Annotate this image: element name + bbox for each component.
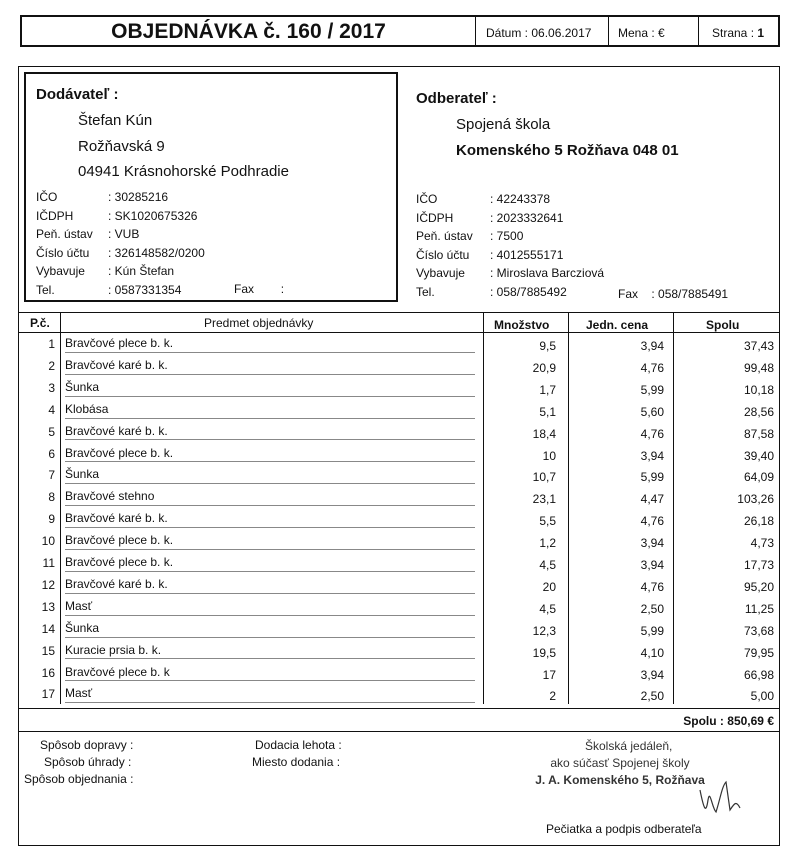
date-label: Dátum : (486, 26, 529, 40)
header-qty: Množstvo (494, 318, 550, 332)
item-underline (65, 461, 475, 462)
signature-caption: Pečiatka a podpis odberateľa (546, 822, 702, 836)
row-item: Šunka (65, 379, 100, 394)
field-label: Vybavuje (416, 266, 465, 280)
stamp-line-1: Školská jedáleň, (585, 739, 673, 753)
field-label: Peň. ústav (36, 227, 93, 241)
row-quantity: 18,4 (532, 426, 556, 441)
delivery-term-label: Dodacia lehota : (255, 738, 342, 752)
row-quantity: 17 (542, 667, 556, 682)
table-row (18, 529, 780, 551)
row-unit-price: 4,47 (640, 492, 664, 507)
row-item: Šunka (65, 467, 100, 482)
row-unit-price: 2,50 (640, 689, 664, 704)
row-total: 10,18 (743, 382, 774, 397)
item-underline (65, 396, 475, 397)
supplier-city: 04941 Krásnohorské Podhradie (78, 163, 289, 180)
supplier-heading: Dodávateľ : (36, 86, 119, 103)
item-underline (65, 374, 475, 375)
item-underline (65, 637, 475, 638)
row-item: Bravčové stehno (65, 489, 155, 504)
field-value: : 2023332641 (490, 210, 564, 225)
table-row (18, 354, 780, 376)
row-number: 13 (41, 599, 55, 614)
row-unit-price: 2,50 (640, 601, 664, 616)
row-number: 12 (41, 577, 55, 592)
row-unit-price: 3,94 (640, 536, 664, 551)
row-quantity: 5,1 (539, 404, 556, 419)
field-label: IČO (36, 190, 58, 204)
row-quantity: 5,5 (539, 514, 556, 529)
row-quantity: 20 (542, 579, 556, 594)
item-underline (65, 571, 475, 572)
table-row (18, 639, 780, 661)
customer-fax-value: : 058/7885491 (651, 287, 729, 301)
row-number: 2 (48, 358, 55, 373)
item-underline (65, 549, 475, 550)
row-total: 37,43 (743, 339, 774, 353)
row-total: 11,25 (744, 601, 774, 616)
table-row (18, 661, 780, 683)
row-item: Bravčové plece b. k. (65, 336, 174, 350)
row-unit-price: 3,94 (640, 339, 664, 353)
item-underline (65, 615, 475, 616)
table-row (18, 573, 780, 595)
row-total: 26,18 (743, 514, 774, 529)
row-total: 73,68 (743, 623, 774, 638)
row-number: 14 (41, 621, 55, 636)
row-item: Bravčové plece b. k. (65, 555, 174, 569)
page-label: Strana : (712, 26, 755, 40)
signature (690, 770, 750, 820)
row-quantity: 10,7 (532, 470, 556, 485)
document-title: OBJEDNÁVKA č. 160 / 2017 (111, 20, 386, 43)
row-item: Bravčové plece b. k. (65, 445, 174, 460)
row-number: 8 (48, 490, 55, 505)
item-underline (65, 658, 475, 659)
table-row (18, 442, 780, 464)
field-value: : VUB (108, 227, 140, 241)
field-label: Vybavuje (36, 264, 85, 278)
items-table (18, 312, 780, 706)
field-value: : 0587331354 (108, 282, 182, 297)
page-field (712, 26, 764, 40)
row-unit-price: 5,99 (640, 382, 664, 397)
row-unit-price: 3,94 (640, 667, 664, 682)
field-value: : 30285216 (108, 190, 169, 204)
row-unit-price: 4,76 (640, 514, 664, 529)
supplier-box (24, 72, 398, 302)
row-number: 9 (48, 512, 55, 527)
row-number: 17 (41, 687, 55, 702)
row-number: 11 (42, 556, 55, 570)
row-number: 15 (41, 643, 55, 658)
row-total: 79,95 (743, 645, 774, 660)
header-total: Spolu (706, 318, 740, 332)
item-underline (65, 505, 475, 506)
date-field (486, 26, 591, 40)
field-value: : 058/7885492 (490, 284, 567, 299)
row-item: Bravčové plece b. k (65, 664, 170, 679)
stamp-line-2: ako súčasť Spojenej školy (550, 756, 690, 770)
item-underline (65, 680, 475, 681)
row-total: 95,20 (743, 579, 774, 594)
table-row (18, 682, 780, 704)
row-item: Bravčové karé b. k. (65, 576, 168, 591)
row-number: 6 (48, 446, 55, 461)
field-value: : 4012555171 (490, 247, 564, 262)
row-total: 17,73 (743, 558, 774, 572)
row-number: 16 (41, 665, 55, 680)
row-number: 5 (48, 424, 55, 439)
row-number: 4 (48, 402, 55, 417)
field-label: Číslo účtu (36, 245, 90, 260)
supplier-fax (234, 282, 284, 296)
header-bar (20, 15, 780, 47)
transport-label: Spôsob dopravy : (40, 738, 134, 752)
supplier-fax-label: Fax (234, 282, 255, 296)
table-row (18, 376, 780, 398)
customer-name: Spojená škola (456, 116, 551, 133)
item-underline (65, 702, 475, 703)
delivery-place-label: Miesto dodania : (252, 755, 341, 769)
field-value: : 7500 (490, 229, 524, 243)
row-unit-price: 4,10 (640, 645, 664, 660)
table-row (18, 507, 780, 529)
row-quantity: 23,1 (532, 492, 556, 507)
header-item: Predmet objednávky (204, 316, 314, 330)
row-item: Masť (65, 686, 93, 701)
row-quantity: 9,5 (539, 339, 556, 353)
row-item: Bravčové karé b. k. (65, 423, 168, 438)
row-quantity: 1,7 (539, 382, 556, 397)
table-row (18, 463, 780, 485)
row-item: Bravčové karé b. k. (65, 357, 168, 372)
ordering-label: Spôsob objednania : (24, 772, 134, 786)
row-quantity: 2 (549, 689, 556, 704)
row-total: 28,56 (743, 404, 774, 419)
row-item: Šunka (65, 620, 100, 635)
customer-fax-label: Fax (618, 287, 639, 301)
field-value: : Kún Štefan (108, 264, 175, 278)
supplier-fax-value: : (280, 282, 285, 296)
supplier-name: Štefan Kún (78, 112, 153, 129)
row-number: 10 (41, 534, 55, 549)
table-row (18, 485, 780, 507)
row-unit-price: 5,99 (640, 623, 664, 638)
row-total: 103,26 (737, 492, 774, 507)
date-value: 06.06.2017 (531, 26, 592, 40)
field-label: Tel. (416, 284, 435, 299)
sum-value: 850,69 € (727, 714, 774, 728)
row-quantity: 20,9 (532, 360, 556, 375)
header-num: P.č. (30, 316, 50, 330)
item-underline (65, 527, 475, 528)
field-value: : 42243378 (490, 192, 551, 206)
row-item: Masť (65, 598, 93, 613)
table-row (18, 617, 780, 639)
field-label: Peň. ústav (416, 229, 473, 243)
currency-value: € (658, 26, 665, 40)
currency-field (618, 26, 665, 40)
row-item: Bravčové karé b. k. (65, 511, 168, 526)
row-unit-price: 4,76 (640, 579, 664, 594)
row-number: 1 (48, 337, 55, 351)
item-underline (65, 439, 475, 440)
sum-label: Spolu : (683, 714, 724, 728)
stamp-line-3: J. A. Komenského 5, Rožňava (535, 773, 705, 787)
sum-row (600, 714, 774, 728)
row-quantity: 4,5 (539, 601, 556, 616)
item-underline (65, 483, 475, 484)
table-row (18, 398, 780, 420)
item-underline (65, 418, 475, 419)
table-row (18, 332, 780, 354)
customer-heading: Odberateľ : (416, 90, 497, 107)
row-total: 64,09 (743, 470, 774, 485)
table-row (18, 551, 780, 573)
row-unit-price: 3,94 (640, 558, 664, 572)
row-quantity: 12,3 (532, 623, 556, 638)
row-total: 4,73 (750, 536, 774, 551)
row-quantity: 4,5 (539, 558, 556, 572)
header-price: Jedn. cena (586, 318, 649, 332)
row-unit-price: 5,60 (640, 404, 664, 419)
table-row (18, 595, 780, 617)
page-value: 1 (757, 26, 765, 40)
field-value: : Miroslava Barcziová (490, 266, 605, 280)
currency-label: Mena : (618, 26, 655, 40)
row-total: 66,98 (743, 667, 774, 682)
row-quantity: 10 (542, 448, 556, 463)
item-underline (65, 352, 475, 353)
row-unit-price: 5,99 (640, 470, 664, 485)
row-total: 5,00 (750, 689, 774, 704)
row-number: 7 (48, 468, 55, 483)
payment-label: Spôsob úhrady : (44, 755, 132, 769)
field-label: IČDPH (416, 210, 454, 225)
field-value: : 326148582/0200 (108, 245, 205, 260)
customer-box (400, 72, 778, 304)
row-item: Bravčové plece b. k. (65, 533, 174, 548)
row-total: 99,48 (743, 360, 774, 375)
field-label: IČDPH (36, 208, 74, 223)
row-item: Klobása (65, 401, 109, 416)
row-number: 3 (48, 380, 55, 395)
row-quantity: 1,2 (539, 536, 556, 551)
supplier-street: Rožňavská 9 (78, 138, 165, 155)
row-unit-price: 4,76 (640, 360, 664, 375)
row-unit-price: 3,94 (640, 448, 664, 463)
field-value: : SK1020675326 (108, 208, 198, 223)
row-unit-price: 4,76 (640, 426, 664, 441)
table-row (18, 420, 780, 442)
customer-address: Komenského 5 Rožňava 048 01 (456, 142, 679, 159)
row-total: 87,58 (743, 426, 774, 441)
field-label: Tel. (36, 282, 55, 297)
customer-fax (618, 287, 728, 301)
field-label: IČO (416, 192, 438, 206)
row-item: Kuracie prsia b. k. (65, 642, 162, 657)
field-label: Číslo účtu (416, 247, 470, 262)
row-quantity: 19,5 (532, 645, 556, 660)
row-total: 39,40 (743, 448, 774, 463)
item-underline (65, 593, 475, 594)
